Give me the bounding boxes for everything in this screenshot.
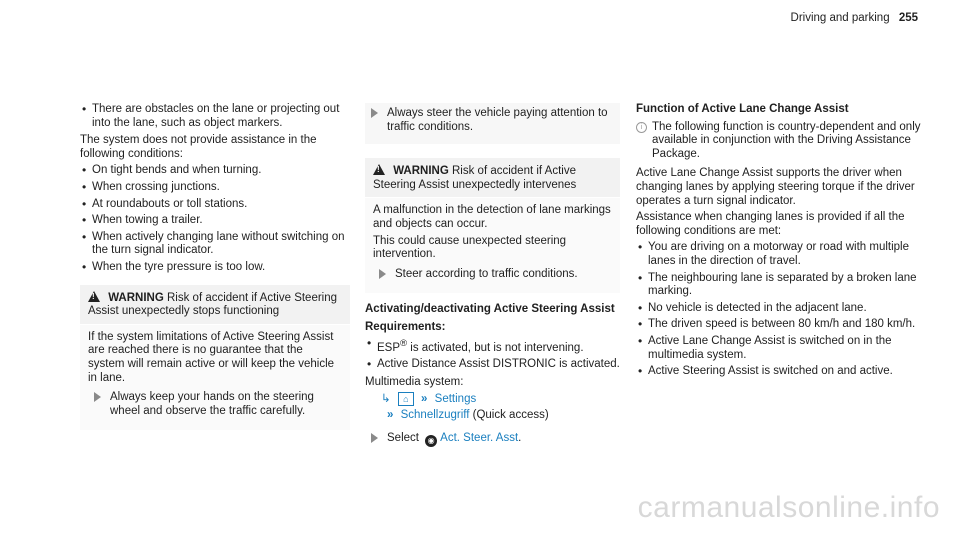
select-value: Act. Steer. Asst bbox=[440, 432, 519, 445]
paragraph-2: Assistance when changing lanes is provided if all the following conditions are met: bbox=[636, 211, 905, 237]
corner-arrow-icon: ↳ bbox=[381, 393, 391, 406]
menu-path-settings bbox=[365, 392, 620, 407]
bullet-list-conditions bbox=[80, 164, 350, 274]
list-item: • When crossing junctions. bbox=[80, 181, 350, 195]
list-item: • No vehicle is detected in the adjacent lane. bbox=[636, 302, 921, 316]
warning-step bbox=[373, 268, 612, 282]
list-item: • Active Distance Assist DISTRONIC is activated. bbox=[365, 358, 620, 372]
home-icon: ⌂ bbox=[398, 392, 414, 406]
registered-mark: ® bbox=[400, 337, 408, 349]
warning-step-text: Steer according to traffic conditions. bbox=[395, 267, 578, 280]
multimedia-label: Multimedia system: bbox=[365, 375, 464, 388]
list-item: • At roundabouts or toll stations. bbox=[80, 198, 350, 212]
steering-wheel-icon: ◉ bbox=[425, 435, 437, 447]
list-item: • On tight bends and when turning. bbox=[80, 164, 350, 178]
menu-quick-access: Schnellzugriff bbox=[400, 408, 470, 421]
paragraph-1: Active Lane Change Assist supports the driver when changing lanes by applying steering torque if the driver operates a turn signal indicator. bbox=[636, 167, 915, 207]
info-icon: i bbox=[636, 122, 647, 133]
warning-body bbox=[365, 198, 620, 293]
info-note bbox=[636, 121, 921, 162]
list-item: • When actively changing lane without switching on the turn signal indicator. bbox=[80, 231, 350, 258]
step-top-text: Always steer the vehicle paying attention to traffic conditions. bbox=[387, 107, 608, 133]
warning-title: WARNING bbox=[108, 291, 164, 304]
section-heading: Activating/deactivating Active Steering Assist bbox=[365, 303, 615, 316]
list-item bbox=[365, 337, 620, 355]
select-step bbox=[365, 432, 620, 447]
warning-triangle-icon bbox=[88, 291, 100, 302]
step-arrow-icon bbox=[371, 108, 378, 118]
list-item: • When the tyre pressure is too low. bbox=[80, 261, 350, 275]
requirements-list bbox=[365, 337, 620, 372]
warning-header bbox=[365, 158, 620, 198]
warning-header bbox=[80, 285, 350, 325]
list-item: • Active Lane Change Assist is switched on in the multimedia system. bbox=[636, 335, 921, 362]
chevron-right-icon: » bbox=[421, 393, 428, 406]
list-item: • The neighbouring lane is separated by a broken lane marking. bbox=[636, 272, 921, 299]
section-heading: Function of Active Lane Change Assist bbox=[636, 103, 849, 115]
warning-text: Risk of accident if Active Steering Assist unexpectedly intervenes bbox=[373, 165, 577, 191]
select-label: Select bbox=[387, 432, 419, 445]
menu-settings: Settings bbox=[434, 393, 477, 406]
warning-body-text: If the system limitations of Active Steering Assist are reached there is no guarantee that the system will remain active or will keep the vehicle in lane. bbox=[88, 330, 335, 384]
menu-quick-note: (Quick access) bbox=[472, 408, 549, 421]
warning-box bbox=[80, 285, 350, 431]
warning-body-text-2: This could cause unexpected steering intervention. bbox=[373, 234, 567, 261]
column-right bbox=[636, 103, 921, 383]
step-arrow-icon bbox=[94, 392, 101, 402]
page-number: 255 bbox=[898, 12, 918, 24]
page-header bbox=[791, 12, 918, 26]
warning-body bbox=[80, 325, 350, 431]
requirements-label: Requirements: bbox=[365, 320, 446, 333]
list-item: • Active Steering Assist is switched on and active. bbox=[636, 365, 921, 379]
warning-triangle-icon bbox=[373, 164, 385, 175]
menu-path-quick bbox=[365, 409, 620, 423]
watermark: carmanualsonline.info bbox=[637, 491, 940, 525]
column-left bbox=[80, 103, 350, 438]
info-note-text: The following function is country-dependent and only available in conjunction with the Driving Assistance Package. bbox=[652, 120, 921, 160]
warning-box bbox=[365, 158, 620, 293]
chevron-right-icon: » bbox=[387, 408, 394, 421]
req-text: is activated, but is not intervening. bbox=[410, 341, 584, 354]
list-item: • The driven speed is between 80 km/h and 180 km/h. bbox=[636, 318, 921, 332]
warning-step-text: Always keep your hands on the steering wheel and observe the traffic carefully. bbox=[110, 391, 314, 417]
bullet-list-top bbox=[80, 103, 350, 130]
column-middle bbox=[365, 103, 620, 453]
step-box-top bbox=[365, 103, 620, 144]
warning-step bbox=[88, 391, 342, 418]
warning-title: WARNING bbox=[393, 165, 449, 178]
esp-label: ESP bbox=[377, 341, 401, 354]
list-item: • There are obstacles on the lane or projecting out into the lane, such as object markers. bbox=[80, 103, 350, 130]
step-arrow-icon bbox=[379, 269, 386, 279]
intro-text: The system does not provide assistance in the following conditions: bbox=[80, 134, 317, 160]
section-title: Driving and parking bbox=[790, 12, 890, 24]
warning-body-text-1: A malfunction in the detection of lane markings and objects can occur. bbox=[373, 204, 611, 230]
list-item: • When towing a trailer. bbox=[80, 214, 350, 228]
list-item: • You are driving on a motorway or road with multiple lanes in the direction of travel. bbox=[636, 241, 921, 268]
select-end: . bbox=[518, 432, 522, 445]
step-top bbox=[365, 107, 620, 134]
conditions-list bbox=[636, 241, 921, 378]
step-arrow-icon bbox=[371, 433, 378, 443]
warning-text: Risk of accident if Active Steering Assist unexpectedly stops functioning bbox=[88, 291, 338, 318]
